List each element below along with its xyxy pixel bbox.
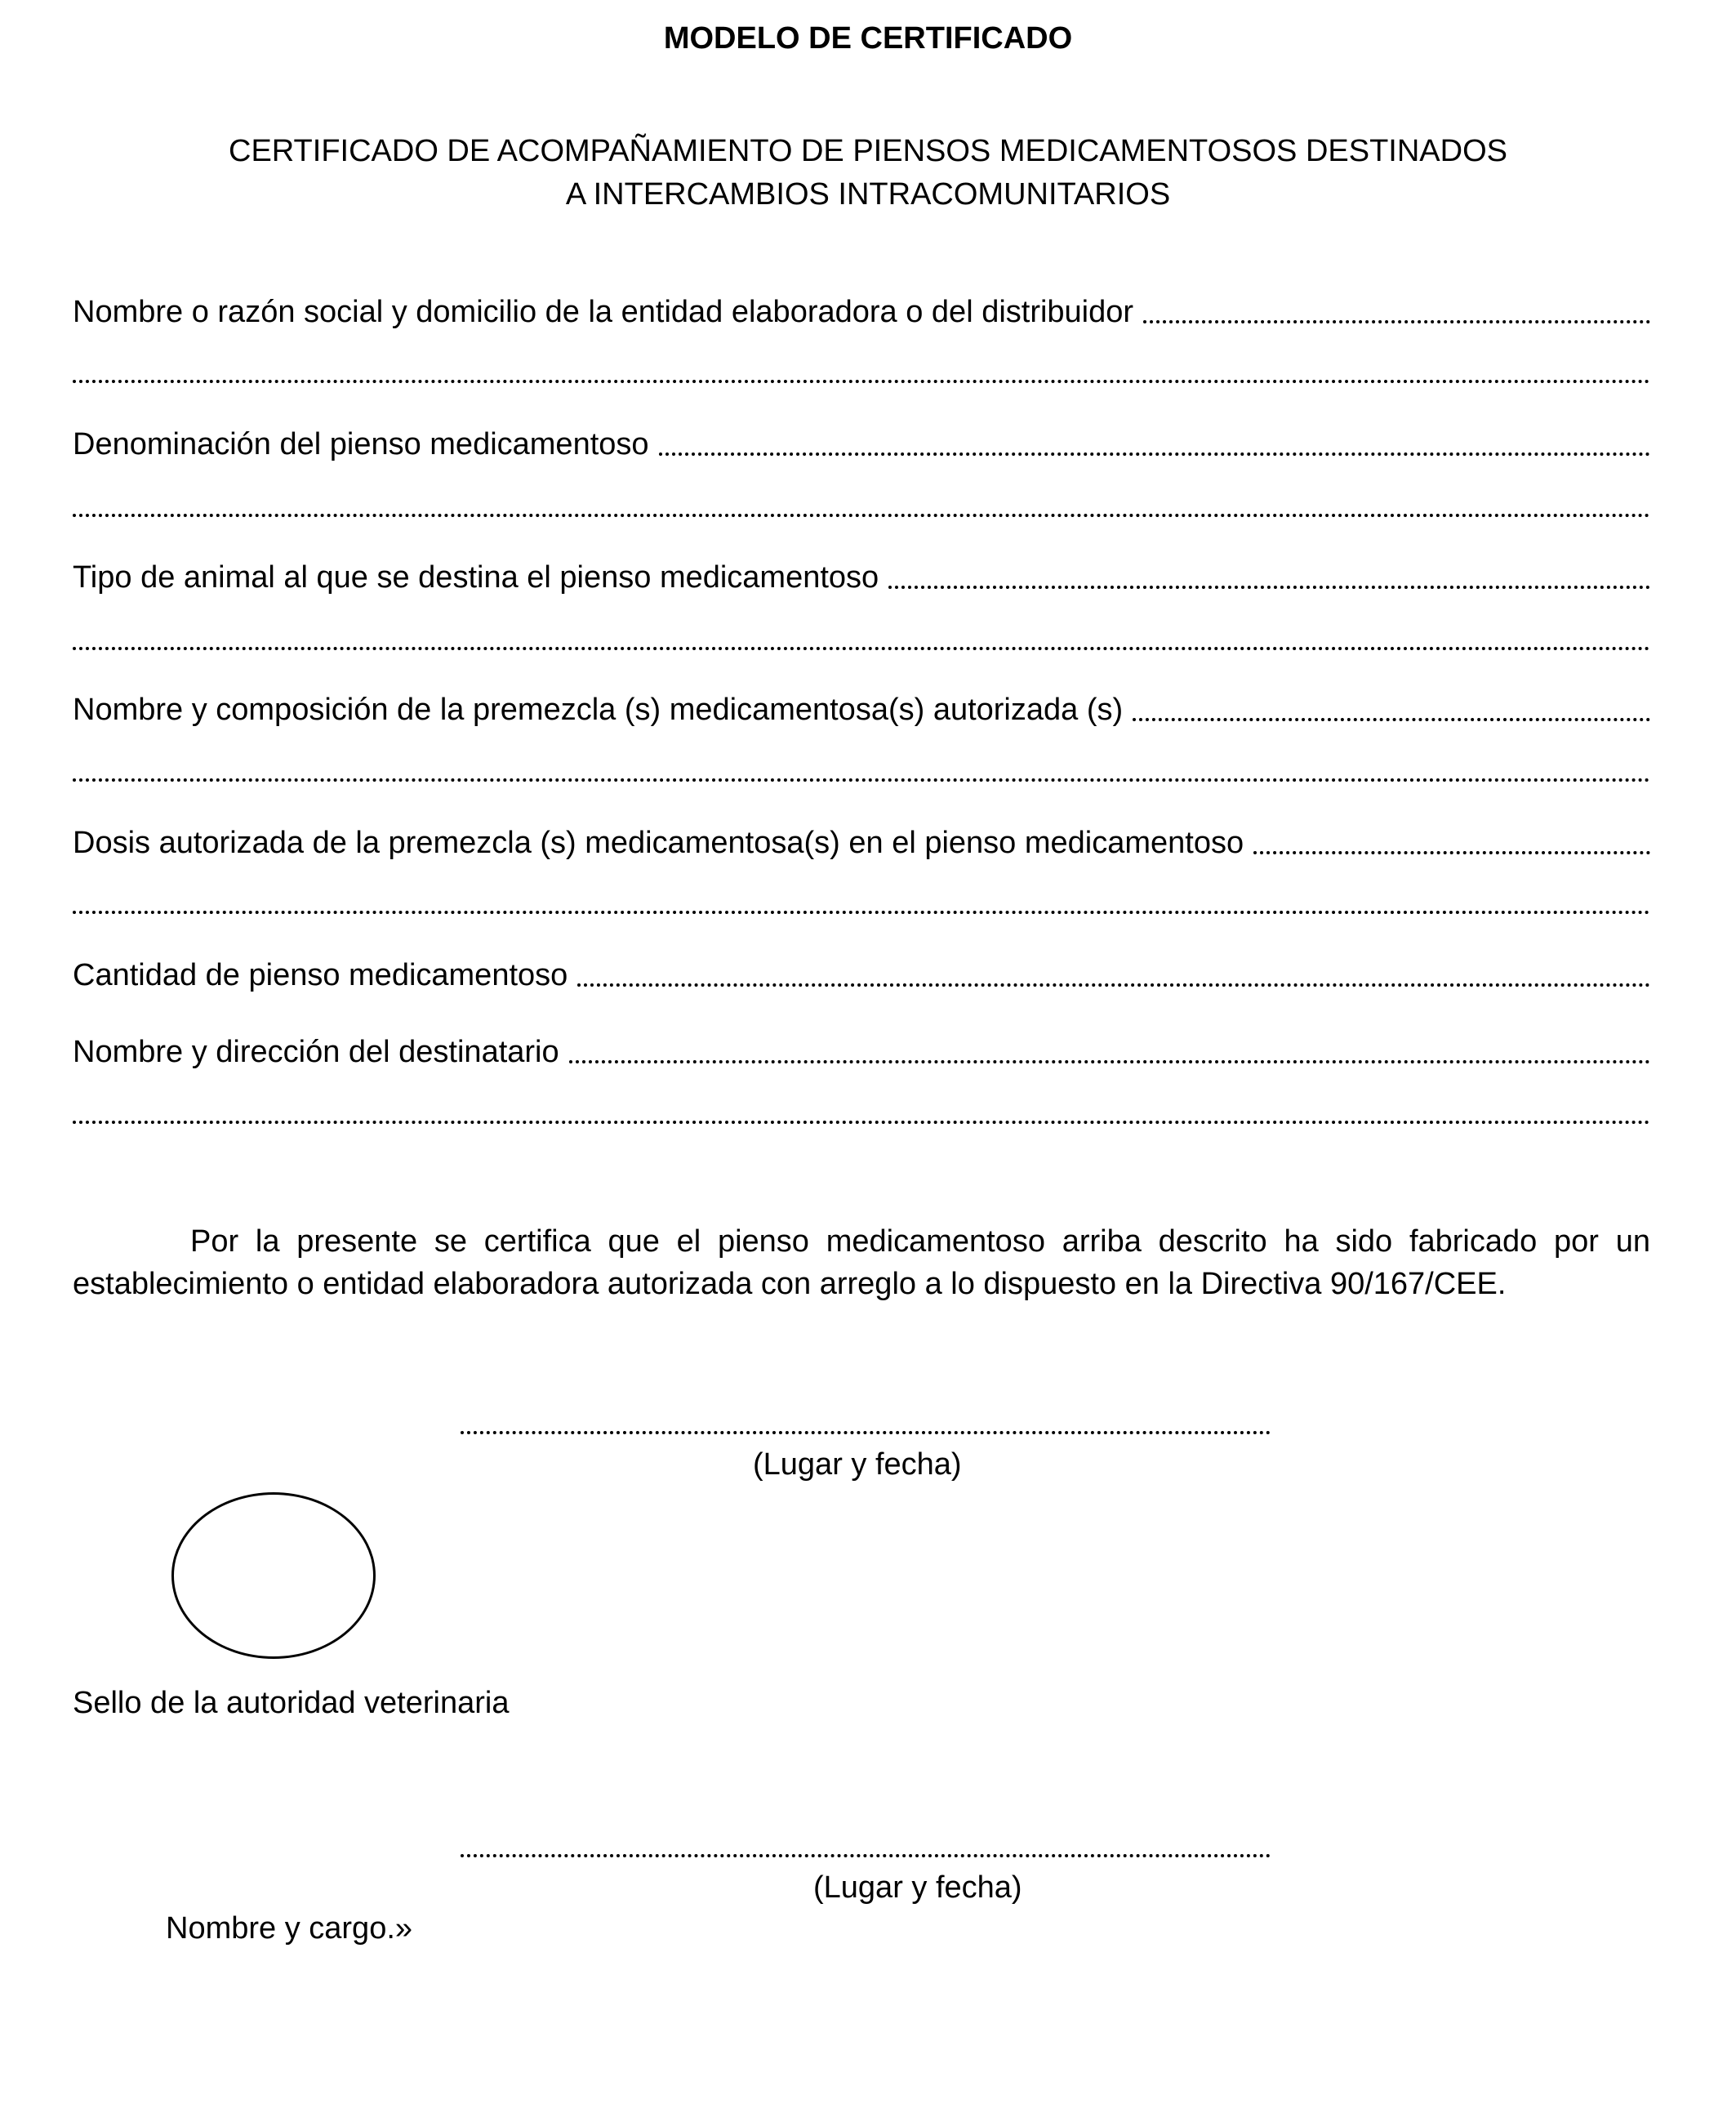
closing-name-and-position: Nombre y cargo.»: [166, 1911, 413, 1946]
seal-label: Sello de la autoridad veterinaria: [73, 1686, 510, 1720]
field-premezcla-fill-line-2[interactable]: [73, 778, 1650, 782]
field-entidad-label: Nombre o razón social y domicilio de la entidad elaboradora o del distribuidor: [73, 295, 1134, 329]
certification-statement: Por la presente se certifica que el pienso medicamentoso arriba descrito ha sido fabricado por un establecimiento o entidad elaboradora autorizada con arreglo a lo dispuesto en la Directiva 90/167/CEE.: [73, 1224, 1650, 1301]
document-subtitle-line-2: A INTERCAMBIOS INTRACOMUNITARIOS: [565, 177, 1171, 212]
field-denominacion-continuation: [73, 484, 1650, 524]
field-entidad: [73, 290, 1650, 331]
signature-2-caption: (Lugar y fecha): [813, 1870, 1022, 1905]
field-cantidad-label: Cantidad de pienso medicamentoso: [73, 958, 568, 992]
field-tipo-animal-fill-line-2[interactable]: [73, 647, 1650, 650]
seal-circle: [171, 1492, 376, 1659]
field-dosis-fill-line-2[interactable]: [73, 911, 1650, 914]
field-premezcla: [73, 688, 1650, 729]
field-dosis-label: Dosis autorizada de la premezcla (s) medicamentosa(s) en el pienso medicamentoso: [73, 826, 1244, 860]
signature-1-caption: (Lugar y fecha): [753, 1447, 962, 1482]
field-entidad-fill-line[interactable]: [1143, 320, 1650, 323]
field-denominacion-fill-line-2[interactable]: [73, 514, 1650, 517]
field-entidad-continuation: [73, 350, 1650, 390]
field-entidad-fill-line-2[interactable]: [73, 380, 1650, 383]
signature-block-1: [457, 1431, 1274, 1482]
signature-2-fill-line[interactable]: [461, 1854, 1271, 1857]
signature-1-fill-line[interactable]: [461, 1431, 1271, 1434]
field-destinatario-label: Nombre y dirección del destinatario: [73, 1035, 559, 1069]
field-destinatario-continuation: [73, 1090, 1650, 1131]
field-cantidad: [73, 953, 1650, 994]
field-denominacion: [73, 422, 1650, 463]
field-denominacion-label: Denominación del pienso medicamentoso: [73, 427, 649, 461]
field-premezcla-continuation: [73, 748, 1650, 789]
field-dosis-fill-line[interactable]: [1253, 851, 1650, 854]
field-tipo-animal-fill-line[interactable]: [888, 586, 1650, 589]
field-tipo-animal-label: Tipo de animal al que se destina el pienso medicamentoso: [73, 560, 879, 595]
field-dosis: [73, 821, 1650, 862]
field-tipo-animal-continuation: [73, 617, 1650, 658]
field-cantidad-fill-line[interactable]: [577, 983, 1650, 987]
field-destinatario-fill-line[interactable]: [569, 1060, 1650, 1063]
signature-block-2: [457, 1854, 1274, 1905]
field-premezcla-label: Nombre y composición de la premezcla (s) medicamentosa(s) autorizada (s): [73, 693, 1124, 727]
field-destinatario: [73, 1030, 1650, 1071]
field-destinatario-fill-line-2[interactable]: [73, 1121, 1650, 1124]
document-title: MODELO DE CERTIFICADO: [663, 21, 1073, 56]
field-premezcla-fill-line[interactable]: [1133, 718, 1650, 721]
document-subtitle-line-1: CERTIFICADO DE ACOMPAÑAMIENTO DE PIENSOS MEDICAMENTOSOS DESTINADOS: [229, 134, 1507, 168]
field-denominacion-fill-line[interactable]: [659, 452, 1650, 456]
field-tipo-animal: [73, 555, 1650, 596]
field-dosis-continuation: [73, 880, 1650, 921]
